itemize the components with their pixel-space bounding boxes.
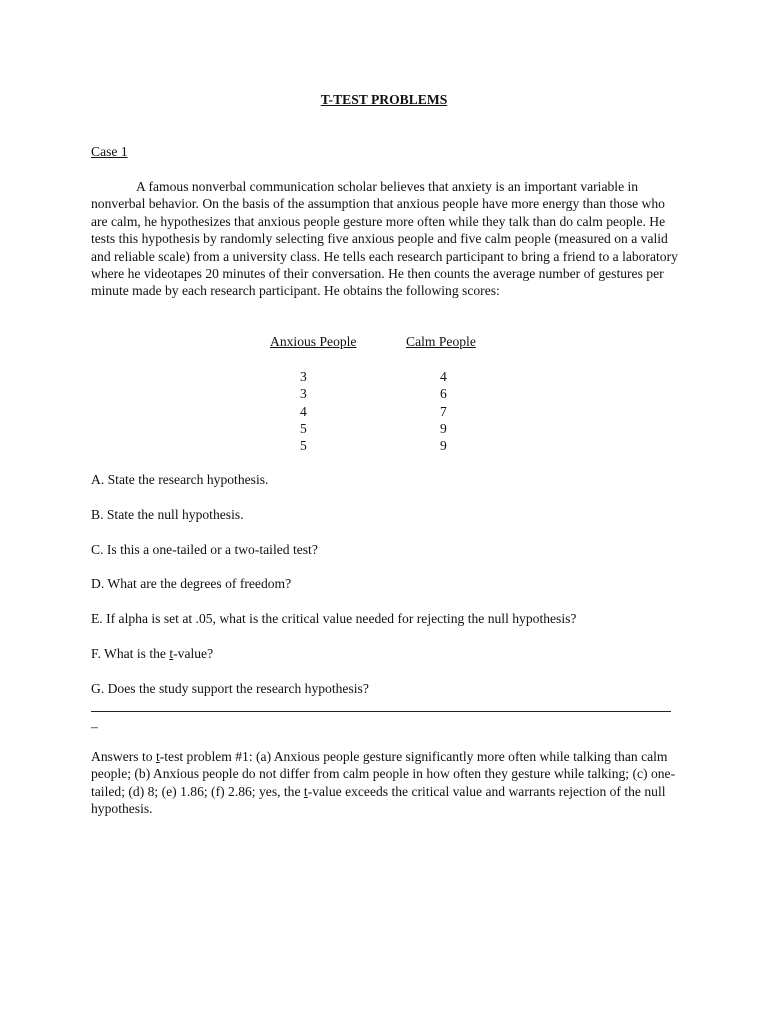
answers-body: -test problem #1: (a) Anxious people gesture significantly more often while talking than calm people; (b) Anxious people do not differ from calm people in how often they gesture while talking; (c) one-tailed; (d) 8; (e) 1.86; (f) 2.86; yes, the	[91, 749, 676, 799]
anxious-score: 4	[300, 403, 307, 419]
answers-suffix: -value exceeds the critical value and warrants rejection of the null hypothesis.	[91, 783, 666, 817]
calm-score: 9	[440, 438, 447, 454]
question-list	[91, 471, 691, 715]
question-d: D. What are the degrees of freedom?	[91, 576, 292, 592]
page-title-text: T-TEST PROBLEMS	[320, 92, 448, 107]
calm-header: Calm People	[406, 334, 476, 349]
case-description: A famous nonverbal communication scholar believes that anxiety is an important variable in nonverbal behavior. On the basis of the assumption that anxious people have more energy than those who are calm, he hypothesizes that anxious people gesture more often while they talk than do calm people. He tests this hypothesis by randomly selecting five anxious people and five calm people (measured on a valid and reliable scale) from a university class. He tells each research participant to bring a friend to a laboratory where he videotapes 20 minutes of their conversation. He then counts the average number of gestures per minute made by each research participant. He obtains the following scores:	[91, 179, 678, 299]
question-b: B. State the null hypothesis.	[91, 506, 244, 522]
answers-prefix: Answers to	[91, 749, 156, 764]
question-f-prefix: F. What is the	[91, 645, 170, 661]
anxious-score: 3	[300, 368, 307, 384]
case-heading: Case 1	[91, 144, 128, 159]
anxious-header: Anxious People	[270, 334, 357, 349]
anxious-score: 3	[300, 386, 307, 402]
question-f-suffix: -value?	[173, 645, 214, 661]
page-title	[0, 92, 768, 108]
question-f-t: t	[169, 645, 174, 661]
anxious-column	[270, 333, 370, 455]
calm-score: 6	[440, 386, 447, 402]
calm-score: 7	[440, 403, 447, 419]
anxious-score: 5	[300, 438, 307, 454]
question-f	[91, 645, 691, 680]
calm-column	[406, 333, 486, 455]
calm-score: 9	[440, 421, 447, 437]
question-g: G. Does the study support the research hypothesis?	[91, 680, 369, 696]
answers-t2: t	[303, 783, 308, 799]
answers-paragraph	[91, 748, 681, 818]
dash-mark: –	[91, 719, 98, 734]
calm-score: 4	[440, 368, 447, 384]
anxious-score: 5	[300, 421, 307, 437]
question-e: E. If alpha is set at .05, what is the critical value needed for rejecting the null hypothesis?	[91, 611, 577, 627]
horizontal-rule	[91, 711, 671, 712]
question-a: A. State the research hypothesis.	[91, 472, 269, 487]
question-c: C. Is this a one-tailed or a two-tailed test?	[91, 541, 318, 557]
answers-t1: t	[155, 749, 160, 764]
